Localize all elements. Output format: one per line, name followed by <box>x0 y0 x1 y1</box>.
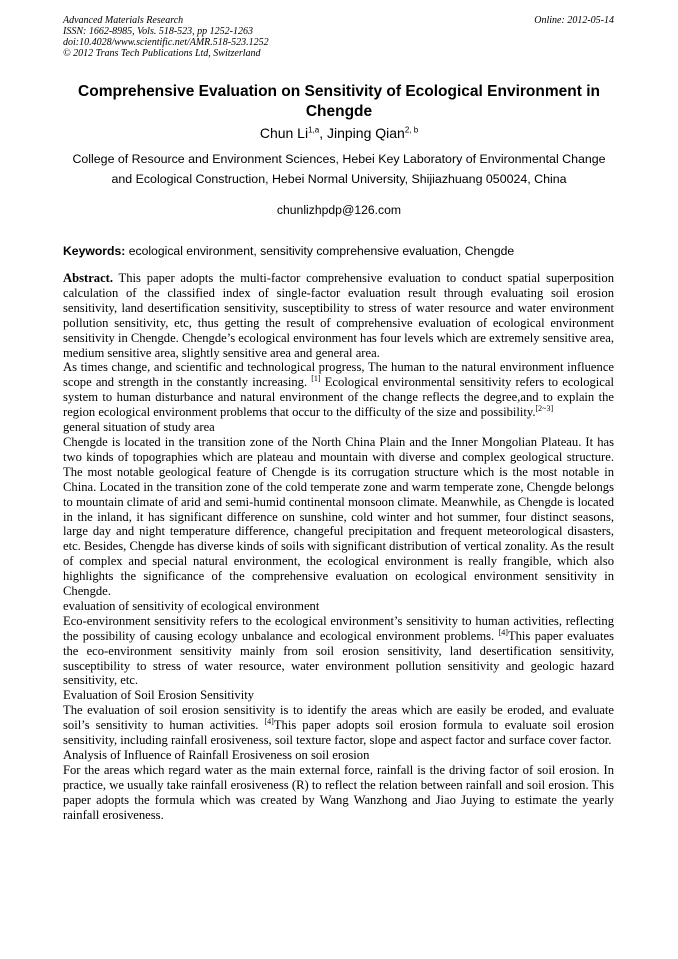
author-2-name: Jinping Qian <box>327 125 405 141</box>
author-2-affil: 2, b <box>404 125 419 135</box>
section-heading-rainfall: Analysis of Influence of Rainfall Erosiveness on soil erosion <box>63 748 370 762</box>
citation-4b: [4] <box>264 717 274 726</box>
abstract-label: Abstract. <box>63 271 114 285</box>
author-1-name: Chun Li <box>259 125 309 141</box>
intro-text-1: As times change, and scientific and technological progress, The human to the natural environment influence scope and strength in the constantly increasing. <box>63 360 614 390</box>
online-date: Online: 2012-05-14 <box>534 15 614 26</box>
keywords <box>63 244 623 259</box>
paper-title: Comprehensive Evaluation on Sensitivity of Ecological Environment in Chengde <box>78 83 600 120</box>
evaluation-text-1: Eco-environment sensitivity refers to the ecological environment’s sensitivity to human activities, reflecting the possibility of causing ecology unbalance and ecological environment problems. <box>63 613 614 643</box>
citation-4: [4] <box>498 627 508 637</box>
author-separator: , <box>319 125 327 141</box>
rainfall-paragraph: For the areas which regard water as the main external force, rainfall is the driving factor of soil erosion. In practice, we usually take rainfall erosiveness (R) to reflect the relation between rainfall and soil erosion. This paper adopts the formula which was created by Wang Wanzhong and Jiao Juying to estimate the yearly rainfall erosiveness. <box>63 762 614 822</box>
paper-body <box>63 271 614 823</box>
affiliation-line-1: College of Resource and Environment Sciences, Hebei Key Laboratory of Environmental Change <box>72 152 606 166</box>
soil-erosion-text-2: This paper adopts soil erosion formula to evaluate soil erosion sensitivity, including rainfall erosiveness, soil texture factor, slope and aspect factor and surface cover factor. <box>63 718 615 748</box>
keywords-text: ecological environment, sensitivity comprehensive evaluation, Chengde <box>125 244 515 258</box>
study-area-paragraph: Chengde is located in the transition zone of the North China Plain and the Inner Mongolian Plateau. It has two kinds of topographies which are plateau and mountain with diverse and complex geological structure. The most notable geological feature of Chengde is its corrugation structure which is the most notable in China. Located in the transition zone of the cold temperate zone and warm temperate zone, Chengde belongs to mountain climate of arid and semi-humid continental monsoon climate. Meanwhile, as Chengde is located in the inland, it has significant difference on sunshine, cold winter and hot summer, four distinct seasons, large day and night temperature difference, changeful precipitation and frequent meteorological disasters, etc. Besides, Chengde has diverse kinds of soils with significant distribution of vertical zonality. As the result of complex and special natural environment, the ecological environment is really frangible, which also highlights the significance of the comprehensive evaluation on ecological environment sensitivity in Chengde. <box>63 434 614 599</box>
intro-text-2: Ecological environmental sensitivity refers to ecological system to human disturbance and natural environment of the change reflects the degree,and to explain the region ecological environment problems that occur to the difficulty of the size and possibility. <box>63 375 614 420</box>
authors <box>63 124 615 142</box>
copyright-line: © 2012 Trans Tech Publications Ltd, Switzerland <box>63 48 261 59</box>
affiliation-line-2: and Ecological Construction, Hebei Normal University, Shijiazhuang 050024, China <box>111 172 567 186</box>
journal-header <box>63 15 269 59</box>
soil-erosion-text-1: The evaluation of soil erosion sensitivity is to identify the areas which are easily be eroded, and evaluate soil’s sensitivity to human activities. <box>63 703 614 733</box>
intro-paragraph <box>63 360 614 420</box>
section-heading-study-area: general situation of study area <box>63 420 215 435</box>
abstract-paragraph <box>63 271 614 360</box>
journal-name: Advanced Materials Research <box>63 15 184 26</box>
issn-line: ISSN: 1662-8985, Vols. 518-523, pp 1252-1263 <box>63 26 253 37</box>
abstract-text: This paper adopts the multi-factor comprehensive evaluation to conduct spatial superposition calculation of the classified index of single-factor evaluation result through evaluating soil erosion sensitivity, land desertification sensitivity, susceptibility to stress of water resource and water environment pollution sensitivity, etc, thus getting the result of comprehensive evaluation of ecological environment sensitivity in Chengde. Chengde’s ecological environment has four levels which are extremely sensitive area, medium sensitive area, slightly sensitive area and general area. <box>63 271 614 360</box>
keywords-label: Keywords: <box>63 244 126 258</box>
soil-erosion-paragraph <box>63 703 614 748</box>
author-email: chunlizhpdp@126.com <box>276 203 402 217</box>
citation-2-3: [2~3] <box>535 403 554 413</box>
doi-line: doi:10.4028/www.scientific.net/AMR.518-523.1252 <box>63 37 269 48</box>
evaluation-paragraph <box>63 614 614 689</box>
section-heading-soil-erosion: Evaluation of Soil Erosion Sensitivity <box>63 688 254 703</box>
section-heading-evaluation: evaluation of sensitivity of ecological environment <box>63 598 320 613</box>
citation-1: [1] <box>311 374 321 384</box>
author-1-affil: 1,a <box>308 125 320 135</box>
evaluation-text-2: This paper evaluates the eco-environment sensitivity mainly from soil erosion sensitivity, land desertification sensitivity, susceptibility to stress of water resource, water environment pollution sensitivity and geologic hazard sensitivity, etc. <box>63 628 614 688</box>
